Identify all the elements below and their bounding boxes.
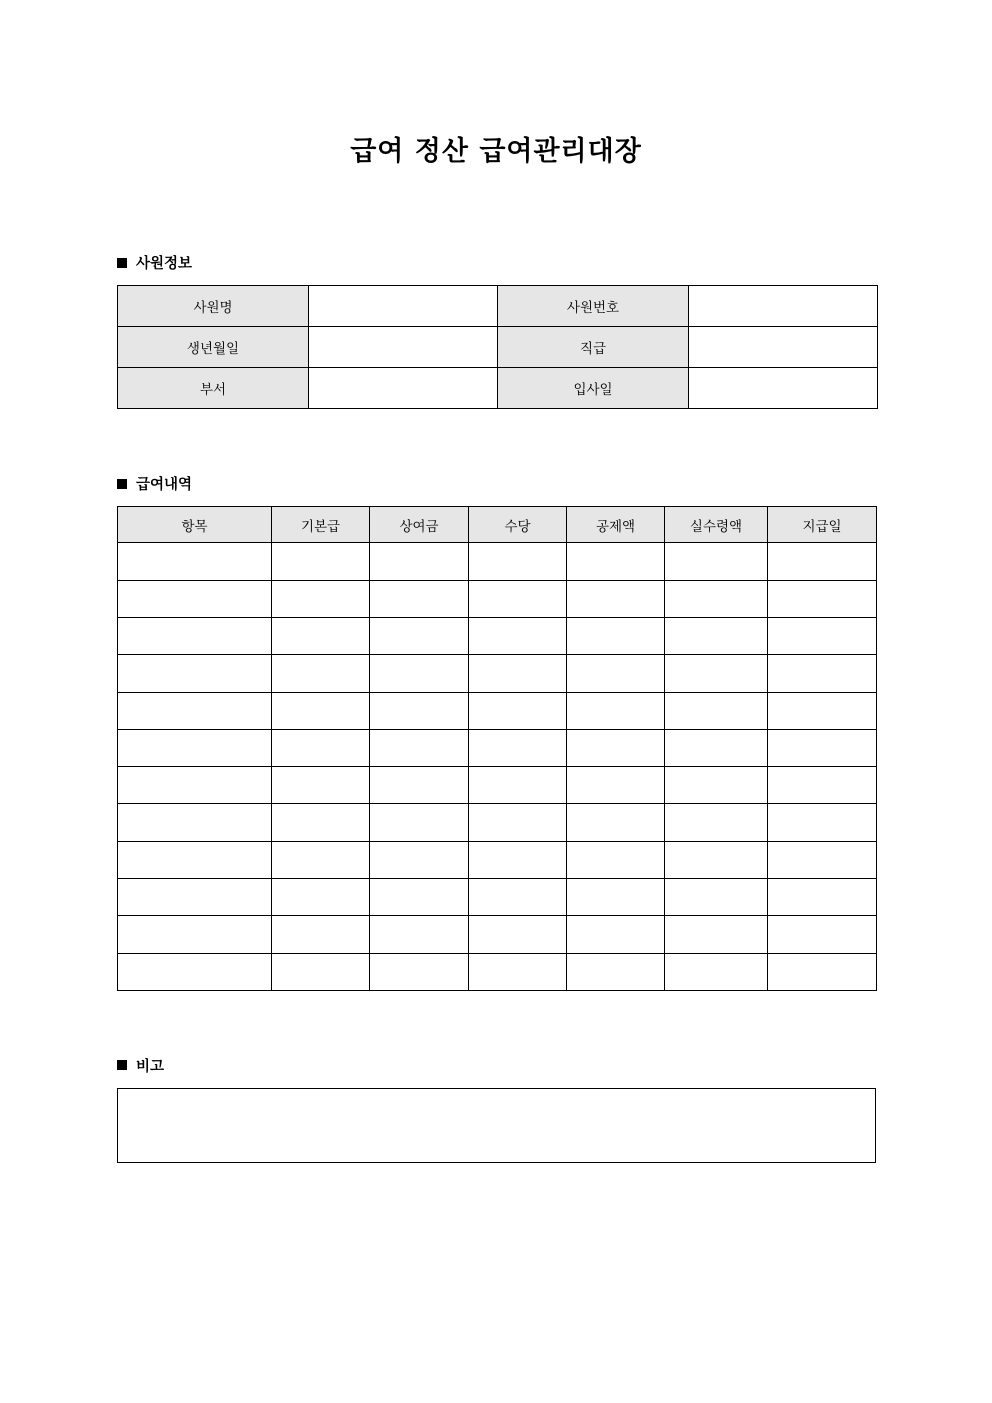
cell-bonus[interactable] [370,841,469,878]
page-title: 급여 정산 급여관리대장 [350,136,642,167]
cell-base-pay[interactable] [272,879,370,916]
cell-base-pay[interactable] [272,841,370,878]
cell-item[interactable] [118,655,272,692]
department-label: 부서 [118,368,309,409]
cell-base-pay[interactable] [272,617,370,654]
cell-base-pay[interactable] [272,729,370,766]
section-heading-employee-info [117,252,992,273]
cell-allowance[interactable] [469,655,567,692]
table-row [118,916,877,953]
cell-net-pay[interactable] [665,692,768,729]
cell-bonus[interactable] [370,767,469,804]
cell-bonus[interactable] [370,692,469,729]
cell-deduction[interactable] [567,804,665,841]
cell-pay-date[interactable] [768,580,877,617]
employee-name-value[interactable] [309,286,498,327]
table-row [118,327,878,368]
cell-pay-date[interactable] [768,953,877,990]
cell-allowance[interactable] [469,841,567,878]
table-row [118,729,877,766]
column-header-deduction: 공제액 [567,507,665,543]
square-bullet-icon [117,258,127,268]
cell-pay-date[interactable] [768,916,877,953]
cell-base-pay[interactable] [272,543,370,580]
table-row [118,655,877,692]
cell-net-pay[interactable] [665,729,768,766]
cell-net-pay[interactable] [665,655,768,692]
column-header-allowance: 수당 [469,507,567,543]
cell-deduction[interactable] [567,916,665,953]
cell-base-pay[interactable] [272,804,370,841]
column-header-item: 항목 [118,507,272,543]
column-header-pay-date: 지급일 [768,507,877,543]
cell-allowance[interactable] [469,580,567,617]
cell-bonus[interactable] [370,617,469,654]
cell-bonus[interactable] [370,729,469,766]
cell-allowance[interactable] [469,804,567,841]
cell-bonus[interactable] [370,879,469,916]
table-row [118,804,877,841]
cell-item[interactable] [118,841,272,878]
cell-pay-date[interactable] [768,879,877,916]
employee-number-value[interactable] [689,286,878,327]
cell-allowance[interactable] [469,692,567,729]
table-row [118,286,878,327]
cell-deduction[interactable] [567,543,665,580]
section-heading-remarks-label: 비고 [136,1058,165,1075]
cell-base-pay[interactable] [272,692,370,729]
hire-date-label: 입사일 [498,368,689,409]
position-label: 직급 [498,327,689,368]
cell-item[interactable] [118,580,272,617]
cell-net-pay[interactable] [665,916,768,953]
section-heading-employee-info-label: 사원정보 [136,256,193,273]
cell-bonus[interactable] [370,580,469,617]
salary-detail-body [118,543,877,991]
cell-net-pay[interactable] [665,580,768,617]
table-row [118,767,877,804]
cell-pay-date[interactable] [768,804,877,841]
cell-allowance[interactable] [469,879,567,916]
cell-base-pay[interactable] [272,916,370,953]
cell-allowance[interactable] [469,617,567,654]
cell-deduction[interactable] [567,729,665,766]
cell-pay-date[interactable] [768,617,877,654]
cell-item[interactable] [118,916,272,953]
employee-info-table [117,285,878,409]
department-value[interactable] [309,368,498,409]
cell-net-pay[interactable] [665,841,768,878]
cell-allowance[interactable] [469,953,567,990]
cell-bonus[interactable] [370,655,469,692]
cell-item[interactable] [118,617,272,654]
cell-deduction[interactable] [567,692,665,729]
table-header-row [118,507,877,543]
birthdate-label: 생년월일 [118,327,309,368]
cell-net-pay[interactable] [665,879,768,916]
cell-item[interactable] [118,767,272,804]
cell-base-pay[interactable] [272,580,370,617]
cell-deduction[interactable] [567,580,665,617]
cell-base-pay[interactable] [272,953,370,990]
cell-pay-date[interactable] [768,543,877,580]
table-row [118,879,877,916]
table-row [118,580,877,617]
employee-name-label: 사원명 [118,286,309,327]
cell-item[interactable] [118,729,272,766]
table-row [118,841,877,878]
cell-allowance[interactable] [469,767,567,804]
cell-item[interactable] [118,804,272,841]
cell-bonus[interactable] [370,543,469,580]
cell-item[interactable] [118,543,272,580]
cell-deduction[interactable] [567,953,665,990]
table-row [118,953,877,990]
cell-pay-date[interactable] [768,729,877,766]
cell-pay-date[interactable] [768,767,877,804]
cell-deduction[interactable] [567,767,665,804]
cell-deduction[interactable] [567,841,665,878]
table-row [118,368,878,409]
employee-number-label: 사원번호 [498,286,689,327]
cell-item[interactable] [118,692,272,729]
cell-deduction[interactable] [567,617,665,654]
cell-net-pay[interactable] [665,617,768,654]
cell-allowance[interactable] [469,729,567,766]
column-header-base-pay: 기본급 [272,507,370,543]
cell-net-pay[interactable] [665,543,768,580]
square-bullet-icon [117,1060,127,1070]
cell-deduction[interactable] [567,655,665,692]
cell-pay-date[interactable] [768,841,877,878]
table-row [118,692,877,729]
cell-bonus[interactable] [370,804,469,841]
section-heading-salary-detail [117,473,992,494]
cell-pay-date[interactable] [768,655,877,692]
cell-allowance[interactable] [469,916,567,953]
cell-item[interactable] [118,879,272,916]
cell-base-pay[interactable] [272,767,370,804]
remarks-textarea[interactable] [117,1088,876,1163]
cell-allowance[interactable] [469,543,567,580]
cell-base-pay[interactable] [272,655,370,692]
column-header-bonus: 상여금 [370,507,469,543]
cell-net-pay[interactable] [665,953,768,990]
column-header-net-pay: 실수령액 [665,507,768,543]
hire-date-value[interactable] [689,368,878,409]
cell-deduction[interactable] [567,879,665,916]
section-heading-salary-detail-label: 급여내역 [136,477,193,494]
cell-bonus[interactable] [370,953,469,990]
cell-net-pay[interactable] [665,767,768,804]
table-row [118,543,877,580]
section-heading-remarks [117,1055,992,1076]
position-value[interactable] [689,327,878,368]
salary-detail-table [117,506,877,991]
cell-net-pay[interactable] [665,804,768,841]
square-bullet-icon [117,479,127,489]
cell-bonus[interactable] [370,916,469,953]
cell-item[interactable] [118,953,272,990]
birthdate-value[interactable] [309,327,498,368]
table-row [118,617,877,654]
cell-pay-date[interactable] [768,692,877,729]
